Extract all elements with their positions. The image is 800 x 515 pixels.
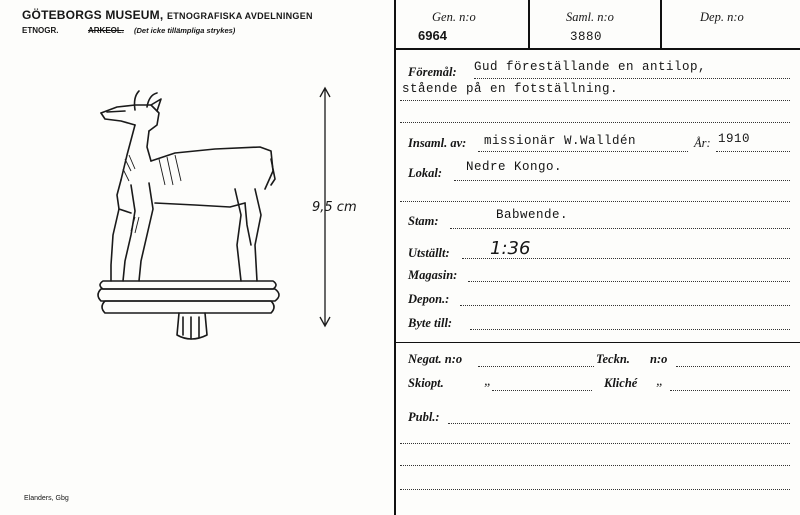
ar-label: År: [694,136,711,150]
dotted-line [468,281,790,282]
arkeol-label: ARKEOL. [88,26,124,35]
insaml-value: missionär W.Walldén [484,134,637,148]
strike-note: (Det icke tillämpliga strykes) [134,26,236,35]
lokal-value: Nedre Kongo. [466,160,563,174]
foremal-line-1: Gud föreställande en antilop, [474,60,707,74]
dotted-line [454,180,790,181]
dotted-line [400,443,790,444]
printer-credit: Elanders, Gbg [24,495,69,502]
dotted-line [462,258,790,259]
dotted-line [492,390,592,391]
dotted-line [676,366,790,367]
skiopt-label: Skiopt. [408,376,444,390]
gen-no-value: 6964 [418,28,447,43]
card-left-border [394,0,396,515]
foremal-label: Föremål: [408,65,457,79]
dotted-line [400,100,790,101]
foremal-line-2: stående på en fotställning. [402,82,619,96]
utstallt-value: 1:36 [490,238,531,259]
dotted-line [478,151,688,152]
dotted-line [400,465,790,466]
utstallt-label: Utställt: [408,246,450,260]
antelope-figure-drawing [95,85,285,350]
negat-label: Negat. n:o [408,352,463,366]
dep-no-label: Dep. n:o [700,10,744,24]
publ-label: Publ.: [408,410,440,424]
museum-header [22,8,313,22]
etnogr-label: ETNOGR. [22,26,59,35]
museum-name: GÖTEBORGS MUSEUM, [22,8,164,22]
skiopt-ditto: „ [484,374,492,389]
measurement-label: 9,5 cm [312,200,357,215]
dotted-line [474,78,790,79]
dotted-line [670,390,790,391]
stam-label: Stam: [408,214,439,228]
magasin-label: Magasin: [408,268,458,282]
kliche-label: Kliché [604,376,638,390]
column-divider-1 [528,0,530,48]
depon-label: Depon.: [408,292,450,306]
dotted-line [400,489,790,490]
byte-till-label: Byte till: [408,316,453,330]
dotted-line [400,201,790,202]
kliche-ditto: „ [656,374,664,389]
insaml-label: Insaml. av: [408,136,467,150]
header-divider [394,48,800,50]
dotted-line [470,329,790,330]
department-name: ETNOGRAFISKA AVDELNINGEN [166,11,313,21]
teckn-no-label: n:o [650,352,668,366]
column-divider-2 [660,0,662,48]
stam-value: Babwende. [496,208,569,222]
teckn-label: Teckn. [596,352,630,366]
dotted-line [716,151,790,152]
dotted-line [478,366,594,367]
dotted-line [450,228,790,229]
saml-no-label: Saml. n:o [566,10,614,24]
gen-no-label: Gen. n:o [432,10,476,24]
lokal-label: Lokal: [408,166,443,180]
section-divider [394,342,800,343]
ar-value: 1910 [718,132,751,146]
saml-no-value: 3880 [570,30,603,44]
dotted-line [460,305,790,306]
dotted-line [400,122,790,123]
dotted-line [448,423,790,424]
